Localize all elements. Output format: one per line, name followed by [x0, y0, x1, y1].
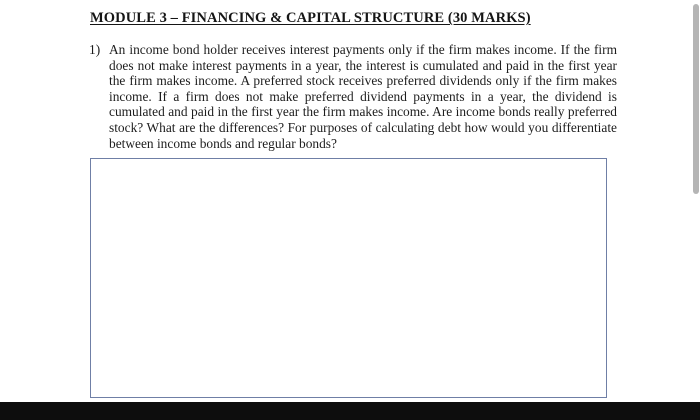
question-text: An income bond holder receives interest payments only if the firm makes income. If the firm does not make interest payments in a year, the interest is cumulated and paid in the first year the firm makes income. A preferred stock receives preferred dividends only if the firm makes income. If a firm does not make preferred dividend payments in a year, the dividend is cumulated and paid in the first year the firm makes income. Are income bonds really preferred stock? What are the differences? For purposes of calculating debt how would you differentiate between income bonds and regular bonds?	[109, 42, 617, 151]
scrollbar-thumb[interactable]	[693, 4, 699, 194]
answer-box[interactable]	[90, 158, 607, 398]
bottom-bar	[0, 402, 700, 420]
module-title: MODULE 3 – FINANCING & CAPITAL STRUCTURE (30 MARKS)	[90, 10, 531, 26]
question-number: 1)	[89, 42, 101, 57]
vertical-scrollbar[interactable]	[692, 0, 700, 402]
